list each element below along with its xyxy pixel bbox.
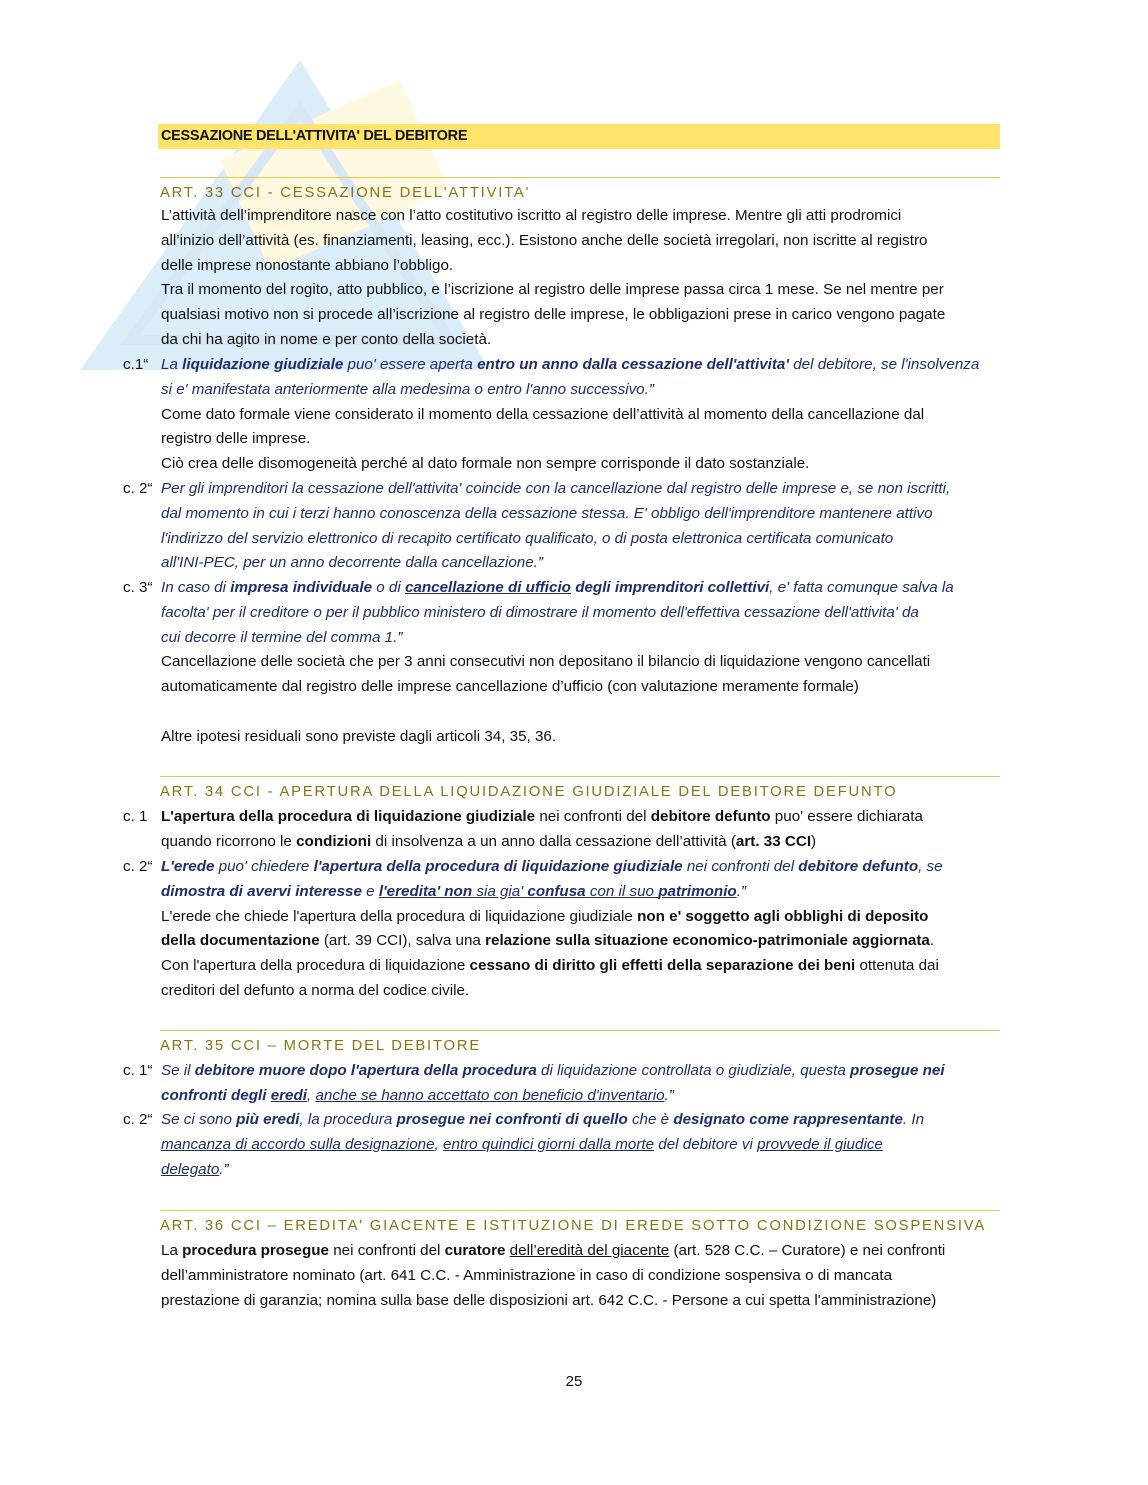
art35-heading: ART. 35 CCI – MORTE DEL DEBITORE xyxy=(160,1030,1000,1057)
art33-c3-quote: In caso di impresa individuale o di cancellazione di ufficio degli imprenditori collettivi, e' fatta comunque salva la facolta' per il creditore o per il pubblico ministero di dimostrare il momento dell'effettiva cessazione dell'attivita' da cui decorre il termine del comma 1.” Cancellazione delle società che per 3 anni consecutivi non depositano il bilancio di liquidazione vengono cancellati automaticamente dal registro delle imprese cancellazione d’ufficio (con valutazione meramente formale) Altre ipotesi residuali sono previste dagli articoli 34, 35, 36. xyxy=(161,576,1006,750)
art33-intro xyxy=(161,204,1006,353)
art33-heading: ART. 33 CCI - CESSAZIONE DELL'ATTIVITA' xyxy=(160,177,1000,204)
art33-c1-label: c.1“ xyxy=(123,356,149,373)
art35-c1: Se il debitore muore dopo l'apertura della procedura di liquidazione controllata o giudiziale, questa prosegue nei confronti degli eredi, anche se hanno accettato con beneficio d'inventario.” xyxy=(161,1062,945,1104)
text-line: Cancellazione delle società che per 3 anni consecutivi non depositano il bilancio di liquidazione vengono cancellati xyxy=(161,653,931,671)
art35-c2: Se ci sono più eredi, la procedura prosegue nei confronti di quello che è designato come rappresentante. In mancanza di accordo sulla designazione, entro quindici giorni dalla morte del debitore vi provvede il giudice delegato.” xyxy=(161,1111,925,1178)
text-line: all’inizio dell’attività (es. finanziamenti, leasing, ecc.). Esistono anche delle società irregolari, non iscritte al registro xyxy=(161,231,928,249)
art34-c2-label: c. 2“ xyxy=(123,858,153,875)
text-line: Ciò crea delle disomogeneità perché al dato formale non sempre corrisponde il dato sostanziale. xyxy=(161,455,810,473)
art33-c3-label: c. 3“ xyxy=(123,579,153,596)
art33-c1-quote: La liquidazione giudiziale puo' essere aperta entro un anno dalla cessazione dell'attivita' del debitore, se l'insolvenza si e' manifestata anteriormente alla medesima o entro l'anno successivo.” Come dato formale viene considerato il momento della cessazione dell’attività al momento della cancellazione dal registro delle imprese. Ciò crea delle disomogeneità perché al dato formale non sempre corrisponde il dato sostanziale. xyxy=(161,353,1006,477)
text-line: Altre ipotesi residuali sono previste dagli articoli 34, 35, 36. xyxy=(161,727,557,745)
text-line: Come dato formale viene considerato il momento della cessazione dell’attività al momento della cancellazione dal xyxy=(161,405,925,423)
art36-body: La procedura prosegue nei confronti del curatore dell’eredità del giacente (art. 528 C.C. – Curatore) e nei confronti dell’amministratore nominato (art. 641 C.C. - Amministrazione in caso di condizione sospensiva o di mancata prestazione di garanzia; nomina sulla base delle disposizioni art. 642 C.C. - Persone a cui spetta l'amministrazione) xyxy=(161,1242,946,1309)
text-line xyxy=(161,700,1006,725)
text-line: da chi ha agito in nome e per conto della società. xyxy=(161,330,492,348)
art34-c2: L'erede puo' chiedere l'apertura della procedura di liquidazione giudiziale nei confronti del debitore defunto, se dimostra di avervi interesse e l'eredita' non sia gia' confusa con il suo patrimonio.” L'erede che chiede l'apertura della procedura di liquidazione giudiziale non e' soggetto agli obblighi di deposito della documentazione (art. 39 CCI), salva una relazione sulla situazione economico-patrimoniale aggiornata. Con l'apertura della procedura di liquidazione cessano di diritto gli effetti della separazione dei beni ottenuta dai creditori del defunto a norma del codice civile. xyxy=(161,858,943,999)
art34-heading: ART. 34 CCI - APERTURA DELLA LIQUIDAZIONE GIUDIZIALE DEL DEBITORE DEFUNTO xyxy=(160,776,1000,803)
text-line: registro delle imprese. xyxy=(161,430,311,448)
art34-c1: L'apertura della procedura di liquidazione giudiziale nei confronti del debitore defunto puo' essere dichiarata quando ricorrono le condizioni di insolvenza a un anno dalla cessazione dell’attività (art. 33 CCI) xyxy=(161,808,923,850)
quote-open: “ xyxy=(143,356,149,373)
page-number: 25 xyxy=(565,1373,583,1390)
art36-heading: ART. 36 CCI – EREDITA' GIACENTE E ISTITUZIONE DI EREDE SOTTO CONDIZIONE SOSPENSIVA xyxy=(160,1210,1000,1237)
art35-c2-label: c. 2“ xyxy=(123,1111,153,1128)
section-title: CESSAZIONE DELL'ATTIVITA' DEL DEBITORE xyxy=(161,128,468,144)
text-line: L’attività dell’imprenditore nasce con l’atto costitutivo iscritto al registro delle imprese. Mentre gli atti prodromici xyxy=(161,207,902,224)
section-title-band xyxy=(158,124,1000,149)
text-line: Tra il momento del rogito, atto pubblico, e l’iscrizione al registro delle imprese passa circa 1 mese. Se nel mentre per xyxy=(161,281,944,299)
text-line: delle imprese nonostante abbiano l’obbligo. xyxy=(161,256,454,274)
art33-c2-quote: Per gli imprenditori la cessazione dell'attivita' coincide con la cancellazione dal registro delle imprese e, se non iscritti, dal momento in cui i terzi hanno conoscenza della cessazione stessa. E' obbligo dell'imprenditore mantenere attivo l'indirizzo del servizio elettronico di recapito certificato qualificato, o di posta elettronica certificata comunicato all'INI-PEC, per un anno decorrente dalla cancellazione.” xyxy=(161,480,951,572)
text-line: automaticamente dal registro delle imprese cancellazione d’ufficio (con valutazione meramente formale) xyxy=(161,678,859,696)
art33-c2-label: c. 2“ xyxy=(123,480,153,497)
art35-c1-label: c. 1“ xyxy=(123,1062,153,1079)
text-line: qualsiasi motivo non si procede all’iscrizione al registro delle imprese, le obbligazioni prese in carico vengono pagate xyxy=(161,306,946,324)
art34-c1-label: c. 1 xyxy=(123,808,148,825)
